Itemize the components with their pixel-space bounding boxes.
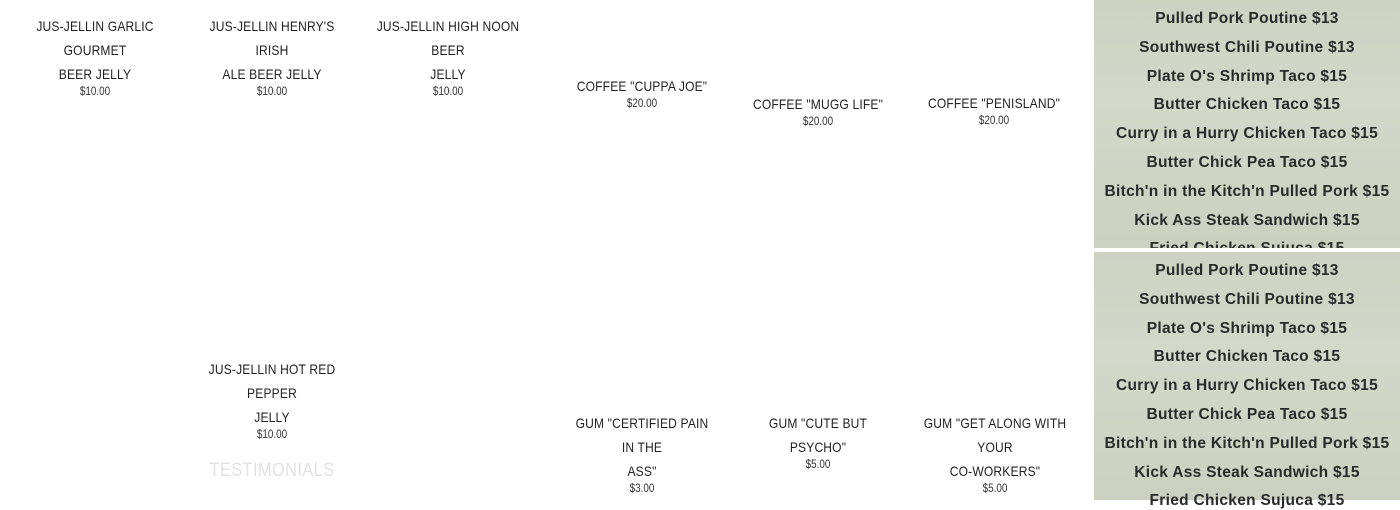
- product-price: $20.00: [626, 98, 658, 110]
- product-price: $10.00: [432, 86, 464, 98]
- product-card[interactable]: [8, 14, 182, 98]
- menu-line: Curry in a Hurry Chicken Taco $15: [1115, 377, 1378, 394]
- product-name-cont[interactable]: ASS": [627, 463, 657, 479]
- product-name-cont[interactable]: CO-WORKERS": [949, 463, 1041, 479]
- menu-line: Butter Chicken Taco $15: [1153, 348, 1341, 365]
- product-price: $5.00: [805, 459, 831, 471]
- menu-line: Pulled Pork Poutine $13: [1155, 262, 1339, 279]
- product-card[interactable]: [556, 74, 728, 110]
- menu-line: Southwest Chili Poutine $13: [1139, 39, 1355, 56]
- menu-line: Fried Chicken Sujuca $15: [1149, 492, 1345, 509]
- product-price: $10.00: [256, 429, 288, 441]
- product-name[interactable]: GUM "GET ALONG WITH YOUR: [923, 415, 1067, 455]
- product-card[interactable]: [186, 14, 358, 98]
- product-card[interactable]: [908, 91, 1080, 127]
- testimonials-heading: TESTIMONIALS: [209, 460, 335, 481]
- menu-line: Plate O's Shrimp Taco $15: [1146, 68, 1348, 85]
- menu-board-image: [1094, 252, 1400, 509]
- menu-line: Butter Chick Pea Taco $15: [1146, 406, 1348, 423]
- menu-board-image: [1094, 0, 1400, 248]
- product-name[interactable]: JUS-JELLIN HOT RED PEPPER: [208, 361, 336, 401]
- product-card[interactable]: [186, 357, 358, 441]
- menu-line: Bitch'n in the Kitch'n Pulled Pork $15: [1104, 435, 1390, 452]
- product-card[interactable]: [908, 411, 1082, 495]
- product-name-cont[interactable]: ALE BEER JELLY: [222, 66, 322, 82]
- product-card[interactable]: [732, 92, 904, 128]
- product-price: $20.00: [802, 116, 834, 128]
- product-card[interactable]: [556, 411, 728, 495]
- menu-line: Plate O's Shrimp Taco $15: [1146, 320, 1348, 337]
- product-price: $5.00: [982, 483, 1008, 495]
- menu-line: Curry in a Hurry Chicken Taco $15: [1115, 125, 1378, 142]
- product-price: $10.00: [256, 86, 288, 98]
- product-name[interactable]: JUS-JELLIN GARLIC GOURMET: [36, 18, 154, 58]
- product-price: $10.00: [79, 86, 111, 98]
- product-card[interactable]: [732, 411, 904, 471]
- product-name[interactable]: JUS-JELLIN HIGH NOON BEER: [376, 18, 520, 58]
- menu-line: Butter Chicken Taco $15: [1153, 96, 1341, 113]
- product-card[interactable]: [362, 14, 534, 98]
- menu-line: Kick Ass Steak Sandwich $15: [1134, 212, 1360, 229]
- product-name[interactable]: GUM "CUTE BUT PSYCHO": [768, 415, 868, 455]
- product-name[interactable]: COFFEE "MUGG LIFE": [752, 96, 884, 112]
- product-name[interactable]: JUS-JELLIN HENRY'S IRISH: [209, 18, 335, 58]
- menu-line: Pulled Pork Poutine $13: [1155, 10, 1339, 27]
- product-name[interactable]: COFFEE "CUPPA JOE": [576, 78, 708, 94]
- product-name-cont[interactable]: JELLY: [430, 66, 466, 82]
- product-price: $20.00: [978, 115, 1010, 127]
- product-name[interactable]: GUM "CERTIFIED PAIN IN THE: [575, 415, 709, 455]
- menu-line: Butter Chick Pea Taco $15: [1146, 154, 1348, 171]
- product-name-cont[interactable]: BEER JELLY: [58, 66, 132, 82]
- menu-line: Bitch'n in the Kitch'n Pulled Pork $15: [1104, 183, 1390, 200]
- product-name-cont[interactable]: JELLY: [254, 409, 290, 425]
- menu-line: Kick Ass Steak Sandwich $15: [1134, 464, 1360, 481]
- menu-line: Southwest Chili Poutine $13: [1139, 291, 1355, 308]
- product-name[interactable]: COFFEE "PENISLAND": [927, 95, 1061, 111]
- product-price: $3.00: [629, 483, 655, 495]
